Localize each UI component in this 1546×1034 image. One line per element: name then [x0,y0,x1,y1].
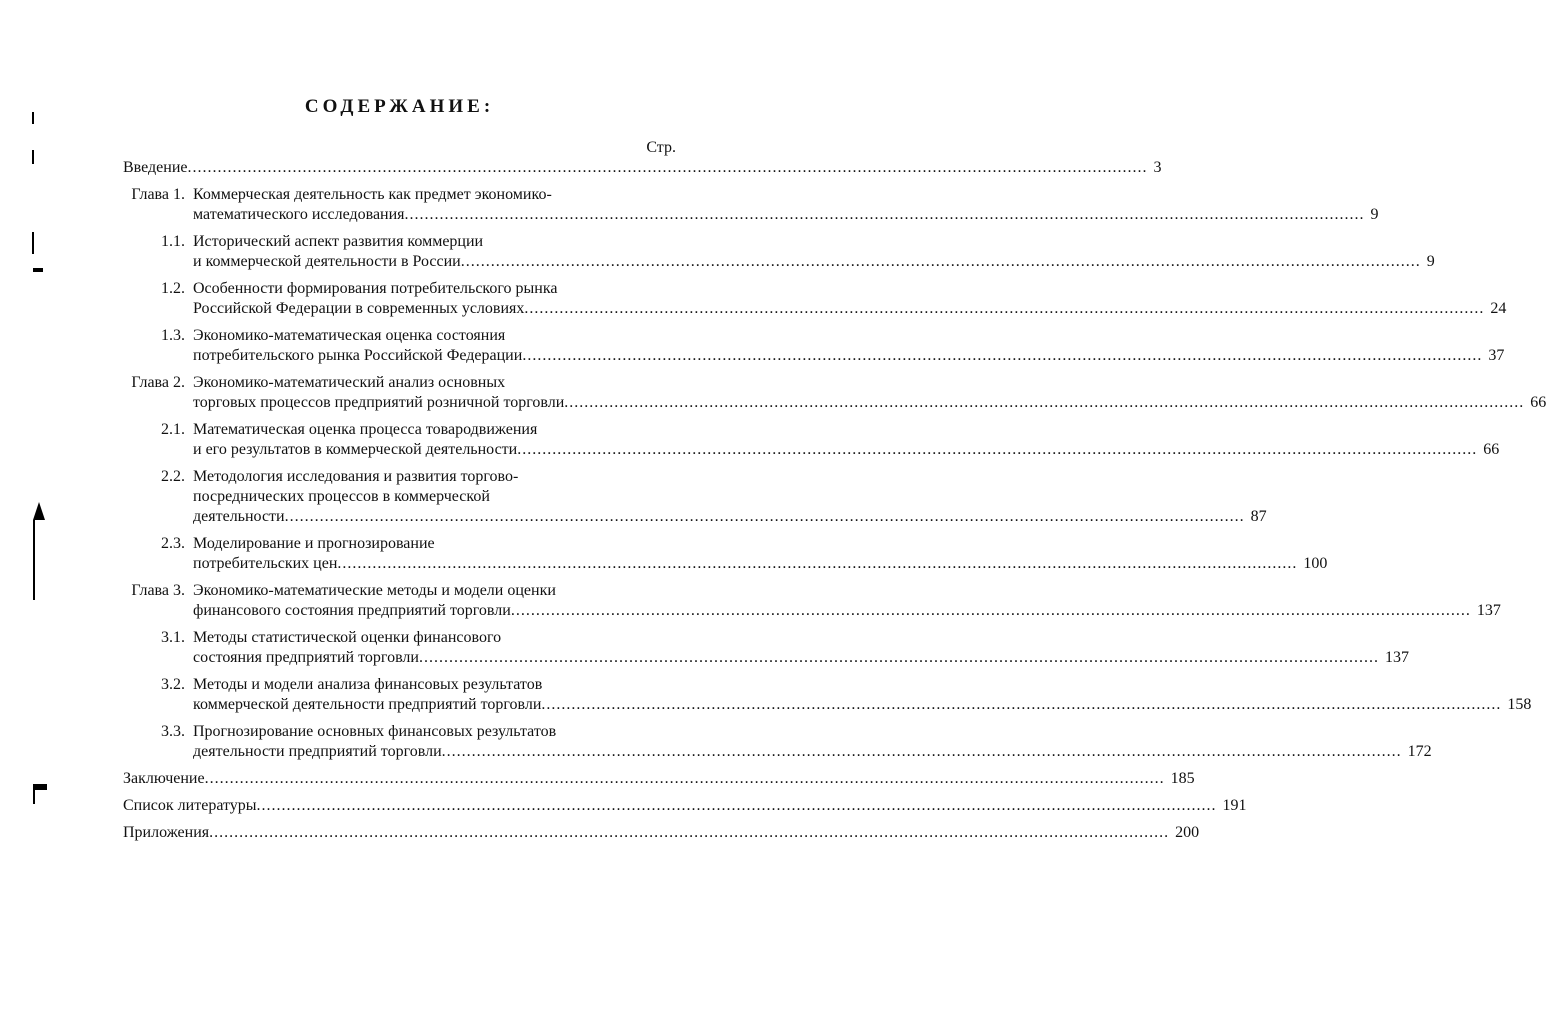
toc-entry-body [185,722,1432,762]
toc-entry-page-number: 37 [1488,347,1505,364]
toc-entry-leader-line [123,823,1199,843]
toc-entry-leader-line [193,393,1546,413]
toc-entry-title-line: Введение [123,159,188,176]
dot-leader: ................................................................................................................................................................................................ [187,159,1148,176]
toc-entry-title-line: потребительских цен [193,555,338,572]
toc-entry-leader-line [193,742,1432,762]
toc-entry-page-number: 185 [1170,770,1195,787]
toc-entry [123,769,1195,789]
toc-entry-page-number: 9 [1370,206,1379,223]
toc-entry [123,796,1247,816]
toc-entry-title-line: Прогнозирование основных финансовых результатов [193,723,557,740]
toc-entry-title-line: Коммерческая деятельность как предмет экономико- [193,186,552,203]
toc-entry-page-number: 172 [1407,743,1432,760]
toc-entry-body [123,796,1247,816]
toc-entry-leader-line [193,440,1499,460]
toc-entry [123,232,1435,272]
toc-entry-body [185,675,1531,715]
toc-entry-title-line: состояния предприятий торговли [193,649,419,666]
toc-entry-number: 3.2. [161,676,185,693]
toc-entry-page-number: 66 [1530,394,1546,411]
toc-entry [123,467,1267,527]
toc-entry-body [185,467,1267,527]
toc-entry-number: 1.2. [161,280,185,297]
toc-entry-title-line: Исторический аспект развития коммерции [193,233,484,250]
toc-entry-page-number: 87 [1250,508,1267,525]
toc-entry-leader-line [123,158,1162,178]
toc-entry-body [185,534,1327,574]
scan-edge-mark [33,520,35,600]
toc-entry [123,158,1162,178]
dot-leader: ................................................................................................................................................................................................ [337,555,1298,572]
toc-entry-leader-line [193,648,1409,668]
toc-entry-title-line: Методы статистической оценки финансового [193,629,502,646]
toc-entry-number: 1.1. [161,233,185,250]
toc-entry-body [185,581,1501,621]
toc-entry-title-line: Экономико-математический анализ основных [193,374,506,391]
toc-entry-number: 3.3. [161,723,185,740]
toc-entry-body [185,326,1504,366]
toc-entry-title-line: Список литературы [123,797,257,814]
toc-entry-title-line: Моделирование и прогнозирование [193,535,435,552]
toc-entry-page-number: 66 [1483,441,1500,458]
toc-entries [123,158,1546,843]
toc-entry-body [123,769,1195,789]
dot-leader: ................................................................................................................................................................................................ [404,206,1365,223]
toc-entry-title-line: Заключение [123,770,205,787]
toc-entry-leader-line [193,695,1531,715]
dot-leader: ................................................................................................................................................................................................ [284,508,1245,525]
toc-entry-leader-line [193,346,1504,366]
toc-entry-page-number: 200 [1175,824,1200,841]
toc-entry-body [185,628,1409,668]
page-title: СОДЕРЖАНИЕ: [304,96,495,117]
toc-entry-page-number: 100 [1303,555,1328,572]
toc-entry-body [185,279,1506,319]
scan-edge-mark [33,790,35,804]
toc-entry-title-line: Математическая оценка процесса товародвижения [193,421,538,438]
toc-entry-title-line: Российской Федерации в современных условиях [193,300,525,317]
dot-leader: ................................................................................................................................................................................................ [418,649,1379,666]
toc-entry [123,279,1507,319]
dot-leader: ................................................................................................................................................................................................ [204,770,1165,787]
dot-leader: ................................................................................................................................................................................................ [524,300,1485,317]
scan-edge-mark [33,502,45,520]
toc-entry [123,628,1409,668]
dot-leader: ................................................................................................................................................................................................ [209,824,1170,841]
toc-entry [123,675,1532,715]
dot-leader: ................................................................................................................................................................................................ [441,743,1402,760]
toc-entry-page-number: 24 [1490,300,1507,317]
toc-entry-title-line: торговых процессов предприятий розничной торговли [193,394,565,411]
toc-entry-page-number: 191 [1222,797,1247,814]
dot-leader: ................................................................................................................................................................................................ [564,394,1525,411]
toc-entry-number: 3.1. [161,629,185,646]
dot-leader: ................................................................................................................................................................................................ [541,696,1502,713]
toc-entry-number: Глава 1. [131,186,185,203]
toc-entry-body [123,823,1199,843]
toc-entry-title-line: и его результатов в коммерческой деятельности [193,441,518,458]
toc-entry-title-line: деятельности [193,508,285,525]
toc-entry-title-line: и коммерческой деятельности в России [193,253,461,270]
toc-entry-body [185,232,1435,272]
toc-entry-title-line: Экономико-математическая оценка состояния [193,327,506,344]
toc-entry-body [123,158,1162,178]
toc-entry [123,581,1501,621]
toc-entry-leader-line [193,601,1501,621]
dot-leader: ................................................................................................................................................................................................ [522,347,1483,364]
toc-entry-number: 2.2. [161,468,185,485]
toc-entry [123,722,1432,762]
toc-entry-number: Глава 3. [131,582,185,599]
toc-entry-page-number: 3 [1153,159,1162,176]
toc-entry-leader-line [193,507,1267,527]
toc-entry [123,823,1200,843]
toc-entry-leader-line [193,299,1506,319]
toc-entry-leader-line [123,769,1195,789]
toc-entry-number: 2.1. [161,421,185,438]
toc-entry [123,534,1328,574]
toc-entry-body [185,185,1379,225]
dot-leader: ................................................................................................................................................................................................ [460,253,1421,270]
toc-entry-leader-line [193,554,1327,574]
toc-entry-title-line: Экономико-математические методы и модели оценки [193,582,556,599]
scan-edge-mark [32,150,34,164]
toc-entry-title-line: Методология исследования и развития торгово- [193,468,519,485]
toc-entry [123,373,1546,413]
toc-entry-page-number: 137 [1476,602,1501,619]
dot-leader: ................................................................................................................................................................................................ [510,602,1471,619]
toc-entry-title-line: Особенности формирования потребительского рынка [193,280,558,297]
toc-entry-number: 2.3. [161,535,185,552]
toc-entry-page-number: 158 [1507,696,1532,713]
toc-entry-leader-line [193,205,1379,225]
toc-entry-number: 1.3. [161,327,185,344]
table-of-contents [123,138,1546,843]
toc-entry-title-line: посреднических процессов в коммерческой [193,488,490,505]
toc-entry-leader-line [193,252,1435,272]
scan-edge-mark [33,268,43,272]
toc-entry-title-line: Приложения [123,824,210,841]
dot-leader: ................................................................................................................................................................................................ [256,797,1217,814]
toc-entry-body [185,420,1499,460]
toc-entry-title-line: деятельности предприятий торговли [193,743,442,760]
toc-entry [123,326,1505,366]
dot-leader: ................................................................................................................................................................................................ [517,441,1478,458]
scan-edge-mark [33,784,47,790]
toc-entry-title-line: Методы и модели анализа финансовых результатов [193,676,543,693]
toc-entry-page-number: 137 [1384,649,1409,666]
toc-entry-leader-line [123,796,1247,816]
page-column-header: Стр. [646,139,676,156]
toc-entry-title-line: финансового состояния предприятий торговли [193,602,511,619]
toc-entry [123,420,1500,460]
toc-entry [123,185,1379,225]
scan-edge-mark [32,232,34,254]
toc-entry-title-line: потребительского рынка Российской Федерации [193,347,523,364]
toc-entry-title-line: коммерческой деятельности предприятий торговли [193,696,542,713]
toc-entry-body [185,373,1546,413]
toc-entry-page-number: 9 [1426,253,1435,270]
toc-entry-title-line: математического исследования [193,206,405,223]
toc-entry-number: Глава 2. [131,374,185,391]
